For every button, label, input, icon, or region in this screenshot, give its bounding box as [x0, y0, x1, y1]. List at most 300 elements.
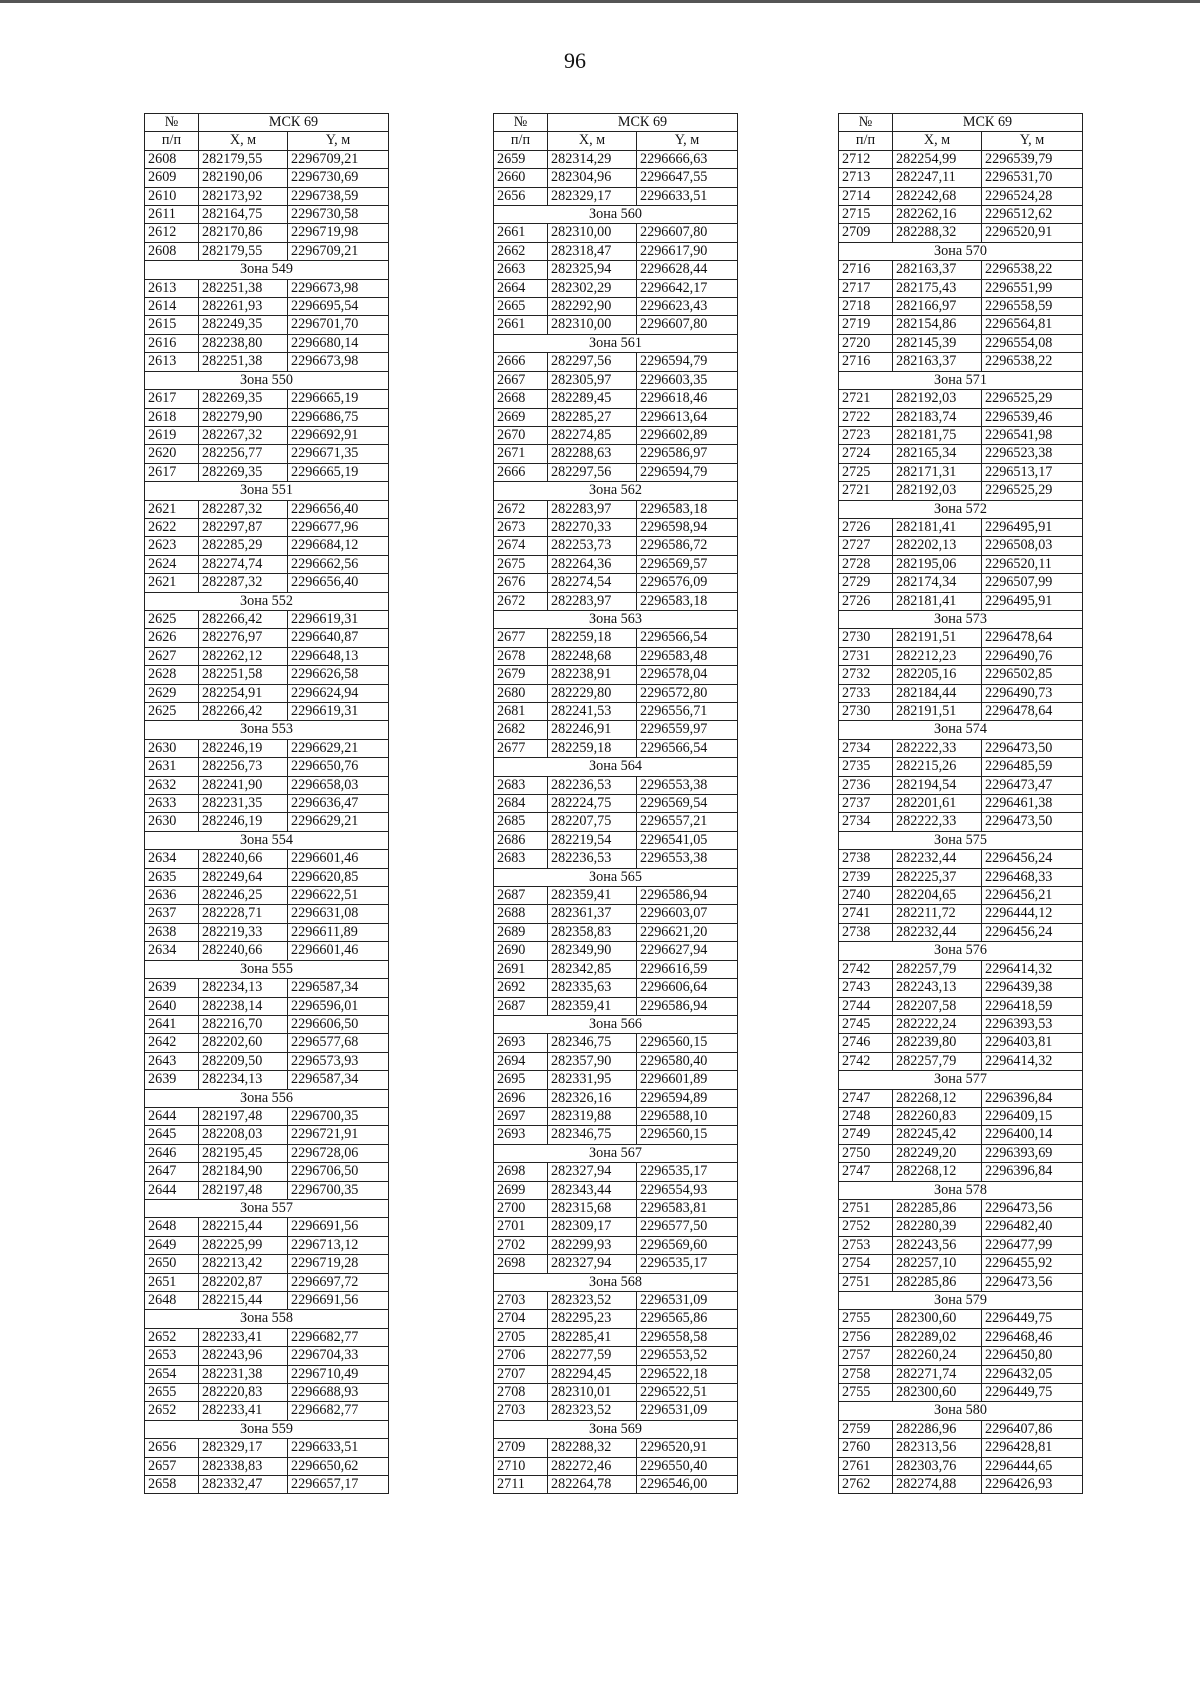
num-header-top: №: [145, 114, 199, 132]
point-number: 2621: [145, 500, 199, 518]
point-number: 2733: [839, 684, 893, 702]
point-number: 2714: [839, 187, 893, 205]
y-value: 2296628,44: [637, 261, 738, 279]
table-row: [494, 169, 738, 187]
point-number: 2702: [494, 1236, 548, 1254]
point-number: 2642: [145, 1034, 199, 1052]
x-value: 282297,56: [548, 463, 637, 481]
table-row: [839, 1034, 1083, 1052]
y-value: 2296583,18: [637, 592, 738, 610]
y-value: 2296538,22: [982, 261, 1083, 279]
table-row: [839, 666, 1083, 684]
point-number: 2708: [494, 1384, 548, 1402]
x-value: 282246,91: [548, 721, 637, 739]
table-row: [494, 776, 738, 794]
y-value: 2296682,77: [288, 1402, 389, 1420]
x-value: 282256,77: [199, 445, 288, 463]
y-value: 2296522,18: [637, 1365, 738, 1383]
point-number: 2655: [145, 1384, 199, 1402]
table-row: [494, 795, 738, 813]
coordinates-table-1: [144, 113, 389, 1494]
x-value: 282154,86: [893, 316, 982, 334]
table-row: [839, 316, 1083, 334]
y-value: 2296513,17: [982, 463, 1083, 481]
num-header-bottom: п/п: [494, 132, 548, 150]
table-row: [494, 1347, 738, 1365]
point-number: 2684: [494, 795, 548, 813]
x-value: 282197,48: [199, 1181, 288, 1199]
table-row: [145, 942, 389, 960]
zone-label: Зона 579: [839, 1292, 1083, 1310]
system-header: МСК 69: [548, 114, 738, 132]
y-value: 2296700,35: [288, 1181, 389, 1199]
x-value: 282264,78: [548, 1476, 637, 1494]
zone-label: Зона 555: [145, 960, 389, 978]
y-value: 2296578,04: [637, 666, 738, 684]
point-number: 2643: [145, 1052, 199, 1070]
num-header-top: №: [839, 114, 893, 132]
zone-label: Зона 578: [839, 1181, 1083, 1199]
x-value: 282231,35: [199, 795, 288, 813]
y-value: 2296704,33: [288, 1347, 389, 1365]
x-value: 282269,35: [199, 463, 288, 481]
point-number: 2686: [494, 831, 548, 849]
x-value: 282249,64: [199, 868, 288, 886]
x-value: 282179,55: [199, 150, 288, 168]
point-number: 2704: [494, 1310, 548, 1328]
point-number: 2744: [839, 997, 893, 1015]
y-value: 2296607,80: [637, 224, 738, 242]
y-value: 2296721,91: [288, 1126, 389, 1144]
point-number: 2720: [839, 334, 893, 352]
point-number: 2677: [494, 629, 548, 647]
y-value: 2296566,54: [637, 739, 738, 757]
table-row: [494, 187, 738, 205]
y-value: 2296656,40: [288, 500, 389, 518]
x-value: 282272,46: [548, 1457, 637, 1475]
x-value: 282357,90: [548, 1052, 637, 1070]
point-number: 2748: [839, 1107, 893, 1125]
x-value: 282236,53: [548, 776, 637, 794]
zone-label: Зона 571: [839, 371, 1083, 389]
x-value: 282208,03: [199, 1126, 288, 1144]
x-value: 282163,37: [893, 261, 982, 279]
y-value: 2296587,34: [288, 1071, 389, 1089]
table-row: [145, 813, 389, 831]
point-number: 2629: [145, 684, 199, 702]
point-number: 2634: [145, 942, 199, 960]
x-value: 282241,53: [548, 703, 637, 721]
table-row: [145, 887, 389, 905]
point-number: 2669: [494, 408, 548, 426]
y-header: Y, м: [637, 132, 738, 150]
zone-label: Зона 573: [839, 610, 1083, 628]
zone-label: Зона 566: [494, 1015, 738, 1033]
y-value: 2296485,59: [982, 758, 1083, 776]
point-number: 2700: [494, 1199, 548, 1217]
y-value: 2296611,89: [288, 923, 389, 941]
point-number: 2672: [494, 500, 548, 518]
zone-row: [145, 960, 389, 978]
table-row: [145, 426, 389, 444]
point-number: 2617: [145, 463, 199, 481]
y-value: 2296414,32: [982, 1052, 1083, 1070]
x-value: 282215,44: [199, 1292, 288, 1310]
y-value: 2296710,49: [288, 1365, 389, 1383]
point-number: 2739: [839, 868, 893, 886]
table-row: [145, 1181, 389, 1199]
zone-row: [145, 721, 389, 739]
x-value: 282246,25: [199, 887, 288, 905]
y-value: 2296535,17: [637, 1163, 738, 1181]
point-number: 2677: [494, 739, 548, 757]
y-value: 2296539,46: [982, 408, 1083, 426]
zone-label: Зона 560: [494, 206, 738, 224]
y-value: 2296554,08: [982, 334, 1083, 352]
x-value: 282264,36: [548, 555, 637, 573]
y-value: 2296495,91: [982, 518, 1083, 536]
point-number: 2746: [839, 1034, 893, 1052]
point-number: 2659: [494, 150, 548, 168]
point-number: 2758: [839, 1365, 893, 1383]
point-number: 2632: [145, 776, 199, 794]
point-number: 2696: [494, 1089, 548, 1107]
table-row: [839, 279, 1083, 297]
table-row: [839, 334, 1083, 352]
y-value: 2296627,94: [637, 942, 738, 960]
x-value: 282240,66: [199, 942, 288, 960]
y-value: 2296691,56: [288, 1218, 389, 1236]
point-number: 2670: [494, 426, 548, 444]
x-value: 282285,86: [893, 1199, 982, 1217]
x-value: 282204,65: [893, 887, 982, 905]
zone-label: Зона 549: [145, 261, 389, 279]
zone-label: Зона 562: [494, 482, 738, 500]
x-value: 282286,96: [893, 1420, 982, 1438]
y-value: 2296594,89: [637, 1089, 738, 1107]
table-row: [494, 813, 738, 831]
point-number: 2722: [839, 408, 893, 426]
point-number: 2752: [839, 1218, 893, 1236]
zone-row: [145, 831, 389, 849]
y-value: 2296700,35: [288, 1107, 389, 1125]
y-value: 2296554,93: [637, 1181, 738, 1199]
y-value: 2296468,33: [982, 868, 1083, 886]
point-number: 2761: [839, 1457, 893, 1475]
point-number: 2683: [494, 776, 548, 794]
x-value: 282254,91: [199, 684, 288, 702]
x-value: 282181,41: [893, 592, 982, 610]
point-number: 2743: [839, 979, 893, 997]
point-number: 2613: [145, 279, 199, 297]
point-number: 2734: [839, 813, 893, 831]
zone-label: Зона 559: [145, 1420, 389, 1438]
x-value: 282326,16: [548, 1089, 637, 1107]
table-row: [494, 1071, 738, 1089]
point-number: 2693: [494, 1126, 548, 1144]
x-value: 282299,93: [548, 1236, 637, 1254]
table-row: [839, 1236, 1083, 1254]
table-row: [145, 353, 389, 371]
y-value: 2296490,73: [982, 684, 1083, 702]
point-number: 2652: [145, 1328, 199, 1346]
x-value: 282183,74: [893, 408, 982, 426]
y-header: Y, м: [982, 132, 1083, 150]
x-value: 282219,33: [199, 923, 288, 941]
point-number: 2678: [494, 647, 548, 665]
y-value: 2296633,51: [288, 1439, 389, 1457]
table-row: [145, 1015, 389, 1033]
num-header-bottom: п/п: [145, 132, 199, 150]
y-value: 2296586,94: [637, 997, 738, 1015]
y-value: 2296449,75: [982, 1384, 1083, 1402]
y-value: 2296558,58: [637, 1328, 738, 1346]
x-value: 282309,17: [548, 1218, 637, 1236]
y-value: 2296686,75: [288, 408, 389, 426]
table-row: [839, 1310, 1083, 1328]
point-number: 2644: [145, 1181, 199, 1199]
y-value: 2296613,64: [637, 408, 738, 426]
y-value: 2296523,38: [982, 445, 1083, 463]
x-value: 282201,61: [893, 795, 982, 813]
zone-row: [494, 610, 738, 628]
zone-label: Зона 565: [494, 868, 738, 886]
y-value: 2296522,51: [637, 1384, 738, 1402]
zone-row: [839, 831, 1083, 849]
y-value: 2296449,75: [982, 1310, 1083, 1328]
y-value: 2296507,99: [982, 574, 1083, 592]
zone-row: [494, 482, 738, 500]
point-number: 2760: [839, 1439, 893, 1457]
y-value: 2296444,12: [982, 905, 1083, 923]
table-row: [494, 739, 738, 757]
x-value: 282267,32: [199, 426, 288, 444]
y-value: 2296566,54: [637, 629, 738, 647]
x-value: 282287,32: [199, 500, 288, 518]
table-row: [839, 169, 1083, 187]
point-number: 2750: [839, 1144, 893, 1162]
table-row: [839, 224, 1083, 242]
point-number: 2666: [494, 463, 548, 481]
zone-row: [494, 1273, 738, 1291]
table-row: [145, 1071, 389, 1089]
table-row: [839, 923, 1083, 941]
x-value: 282276,97: [199, 629, 288, 647]
table-row: [145, 445, 389, 463]
y-value: 2296680,14: [288, 334, 389, 352]
point-number: 2646: [145, 1144, 199, 1162]
y-value: 2296550,40: [637, 1457, 738, 1475]
point-number: 2736: [839, 776, 893, 794]
x-value: 282192,03: [893, 482, 982, 500]
table-row: [839, 1015, 1083, 1033]
y-value: 2296461,38: [982, 795, 1083, 813]
point-number: 2721: [839, 482, 893, 500]
point-number: 2727: [839, 537, 893, 555]
y-header: Y, м: [288, 132, 389, 150]
y-value: 2296624,94: [288, 684, 389, 702]
table-row: [839, 426, 1083, 444]
x-value: 282243,13: [893, 979, 982, 997]
table-row: [494, 500, 738, 518]
x-value: 282325,94: [548, 261, 637, 279]
table-row: [494, 445, 738, 463]
table-row: [494, 997, 738, 1015]
point-number: 2656: [494, 187, 548, 205]
zone-row: [145, 482, 389, 500]
table-row: [494, 629, 738, 647]
table-row: [145, 1107, 389, 1125]
zone-label: Зона 563: [494, 610, 738, 628]
point-number: 2625: [145, 703, 199, 721]
y-value: 2296520,91: [982, 224, 1083, 242]
x-value: 282259,18: [548, 739, 637, 757]
y-value: 2296594,79: [637, 463, 738, 481]
y-value: 2296618,46: [637, 390, 738, 408]
y-value: 2296557,21: [637, 813, 738, 831]
table-row: [494, 905, 738, 923]
point-number: 2619: [145, 426, 199, 444]
y-value: 2296456,24: [982, 850, 1083, 868]
point-number: 2710: [494, 1457, 548, 1475]
table-row: [145, 1034, 389, 1052]
table-row: [839, 1365, 1083, 1383]
point-number: 2624: [145, 555, 199, 573]
y-value: 2296587,34: [288, 979, 389, 997]
zone-label: Зона 567: [494, 1144, 738, 1162]
zone-label: Зона 554: [145, 831, 389, 849]
x-value: 282179,55: [199, 242, 288, 260]
x-value: 282292,90: [548, 298, 637, 316]
zone-row: [839, 1292, 1083, 1310]
table-row: [494, 353, 738, 371]
y-value: 2296558,59: [982, 298, 1083, 316]
point-number: 2747: [839, 1089, 893, 1107]
x-value: 282302,29: [548, 279, 637, 297]
table-row: [839, 684, 1083, 702]
table-row: [145, 979, 389, 997]
table-row: [145, 500, 389, 518]
x-value: 282192,03: [893, 390, 982, 408]
x-value: 282243,96: [199, 1347, 288, 1365]
table-row: [145, 224, 389, 242]
y-value: 2296409,15: [982, 1107, 1083, 1125]
x-value: 282239,80: [893, 1034, 982, 1052]
y-value: 2296691,56: [288, 1292, 389, 1310]
point-number: 2661: [494, 316, 548, 334]
zone-label: Зона 552: [145, 592, 389, 610]
coordinates-table-3: [838, 113, 1083, 1494]
y-value: 2296656,40: [288, 574, 389, 592]
table-row: [839, 1420, 1083, 1438]
x-value: 282247,11: [893, 169, 982, 187]
y-value: 2296666,63: [637, 150, 738, 168]
x-value: 282294,45: [548, 1365, 637, 1383]
point-number: 2649: [145, 1236, 199, 1254]
point-number: 2634: [145, 850, 199, 868]
x-value: 282310,00: [548, 224, 637, 242]
table-row: [494, 887, 738, 905]
point-number: 2725: [839, 463, 893, 481]
x-value: 282225,99: [199, 1236, 288, 1254]
table-row: [145, 1236, 389, 1254]
zone-row: [494, 1015, 738, 1033]
zone-label: Зона 550: [145, 371, 389, 389]
y-value: 2296482,40: [982, 1218, 1083, 1236]
table-row: [145, 666, 389, 684]
zone-label: Зона 564: [494, 758, 738, 776]
table-row: [494, 1457, 738, 1475]
point-number: 2755: [839, 1384, 893, 1402]
point-number: 2711: [494, 1476, 548, 1494]
table-row: [839, 390, 1083, 408]
x-value: 282283,97: [548, 500, 637, 518]
x-value: 282285,41: [548, 1328, 637, 1346]
table-row: [839, 518, 1083, 536]
x-value: 282304,96: [548, 169, 637, 187]
x-value: 282202,60: [199, 1034, 288, 1052]
table-row: [145, 776, 389, 794]
x-value: 282262,16: [893, 206, 982, 224]
zone-label: Зона 561: [494, 334, 738, 352]
table-row: [839, 776, 1083, 794]
x-value: 282170,86: [199, 224, 288, 242]
y-value: 2296508,03: [982, 537, 1083, 555]
x-value: 282231,38: [199, 1365, 288, 1383]
y-value: 2296473,56: [982, 1273, 1083, 1291]
x-value: 282246,19: [199, 813, 288, 831]
point-number: 2611: [145, 206, 199, 224]
x-value: 282197,48: [199, 1107, 288, 1125]
point-number: 2657: [145, 1457, 199, 1475]
x-value: 282225,37: [893, 868, 982, 886]
x-value: 282171,31: [893, 463, 982, 481]
zone-row: [494, 1420, 738, 1438]
point-number: 2756: [839, 1328, 893, 1346]
point-number: 2707: [494, 1365, 548, 1383]
point-number: 2685: [494, 813, 548, 831]
x-value: 282300,60: [893, 1310, 982, 1328]
point-number: 2749: [839, 1126, 893, 1144]
table-row: [145, 518, 389, 536]
y-value: 2296730,69: [288, 169, 389, 187]
x-value: 282238,14: [199, 997, 288, 1015]
table-row: [145, 1328, 389, 1346]
x-value: 282233,41: [199, 1328, 288, 1346]
y-value: 2296551,99: [982, 279, 1083, 297]
x-value: 282335,63: [548, 979, 637, 997]
x-value: 282251,38: [199, 279, 288, 297]
y-value: 2296418,59: [982, 997, 1083, 1015]
zone-row: [145, 1089, 389, 1107]
y-value: 2296444,65: [982, 1457, 1083, 1475]
y-value: 2296569,57: [637, 555, 738, 573]
x-value: 282358,83: [548, 923, 637, 941]
zone-row: [494, 1144, 738, 1162]
point-number: 2706: [494, 1347, 548, 1365]
y-value: 2296622,51: [288, 887, 389, 905]
zone-row: [145, 1199, 389, 1217]
y-value: 2296633,51: [637, 187, 738, 205]
zone-label: Зона 576: [839, 942, 1083, 960]
x-value: 282285,27: [548, 408, 637, 426]
table-row: [145, 905, 389, 923]
table-row: [145, 316, 389, 334]
point-number: 2661: [494, 224, 548, 242]
point-number: 2616: [145, 334, 199, 352]
table-row: [494, 537, 738, 555]
x-value: 282342,85: [548, 960, 637, 978]
